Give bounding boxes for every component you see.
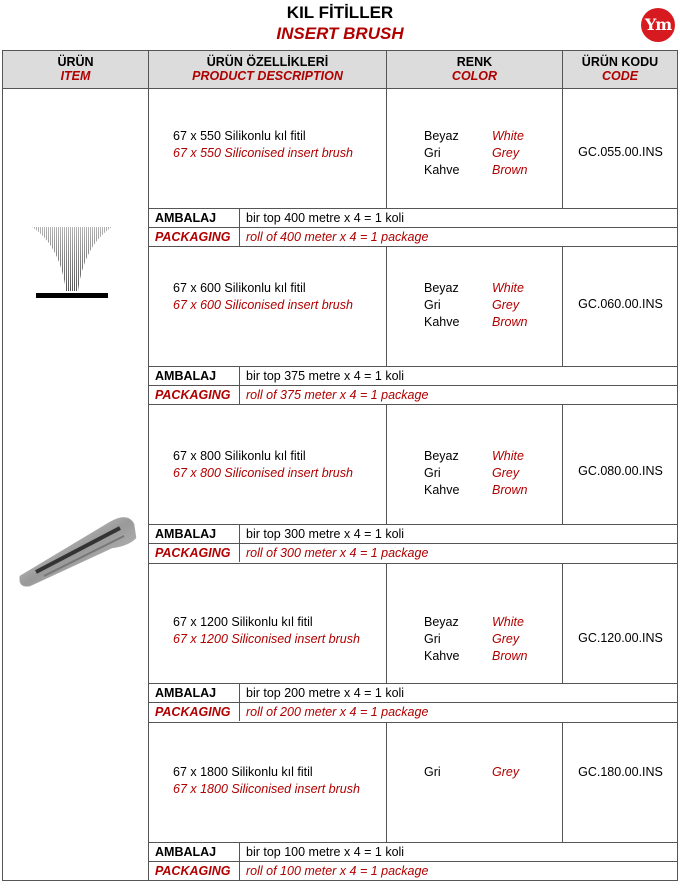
packaging-label-en: PACKAGING: [155, 705, 231, 719]
table-border: [386, 246, 387, 366]
table-border: [148, 246, 678, 247]
table-border: [148, 842, 678, 843]
color-row: [424, 614, 527, 631]
packaging-label-en: PACKAGING: [155, 388, 231, 402]
packaging-value-en: roll of 100 meter x 4 = 1 package: [246, 864, 429, 878]
packaging-value-tr: bir top 300 metre x 4 = 1 koli: [246, 527, 405, 541]
product-description: [173, 448, 353, 482]
table-border: [386, 88, 387, 208]
table-border: [148, 683, 678, 684]
packaging-label-tr: AMBALAJ: [155, 211, 217, 225]
product-description-tr: 67 x 1200 Silikonlu kıl fitil: [173, 615, 313, 629]
table-border: [386, 50, 387, 88]
product-code: GC.120.00.INS: [578, 631, 663, 645]
packaging-value-en: roll of 400 meter x 4 = 1 package: [246, 230, 429, 244]
product-description-en: 67 x 600 Siliconised insert brush: [173, 298, 353, 312]
product-description-tr: 67 x 600 Silikonlu kıl fitil: [173, 281, 306, 295]
header-item-en: ITEM: [60, 69, 91, 83]
product-description-en: 67 x 550 Siliconised insert brush: [173, 146, 353, 160]
table-border: [386, 563, 387, 683]
color-name-en: White: [492, 449, 524, 463]
color-row: [424, 314, 527, 331]
color-row: [424, 764, 519, 781]
table-border: [148, 50, 149, 881]
color-row: [424, 297, 527, 314]
packaging-value-en: roll of 200 meter x 4 = 1 package: [246, 705, 429, 719]
header-description-en: PRODUCT DESCRIPTION: [192, 69, 343, 83]
color-name-en: White: [492, 129, 524, 143]
color-name-tr: Kahve: [424, 163, 460, 177]
product-description-tr: 67 x 550 Silikonlu kıl fitil: [173, 129, 306, 143]
color-name-en: Brown: [492, 649, 528, 663]
table-border: [562, 50, 563, 88]
product-description: [173, 764, 360, 798]
color-name-en: Grey: [492, 298, 520, 312]
packaging-value-tr: bir top 100 metre x 4 = 1 koli: [246, 845, 405, 859]
table-border: [148, 543, 678, 544]
color-name-tr: Kahve: [424, 483, 460, 497]
header-color-en: COLOR: [451, 69, 498, 83]
page-subtitle: INSERT BRUSH: [276, 24, 404, 43]
header-description: [149, 51, 386, 88]
page-title: KIL FİTİLLER: [286, 3, 394, 22]
table-border: [148, 702, 678, 703]
header-color-tr: RENK: [456, 55, 493, 69]
packaging-value-en: roll of 300 meter x 4 = 1 package: [246, 546, 429, 560]
color-name-en: Grey: [492, 146, 520, 160]
color-name-tr: Gri: [424, 298, 441, 312]
table-border: [148, 227, 678, 228]
table-border: [148, 208, 678, 209]
color-row: [424, 162, 527, 179]
table-border: [677, 50, 678, 881]
packaging-value-en: roll of 375 meter x 4 = 1 package: [246, 388, 429, 402]
color-row: [424, 482, 527, 499]
color-name-tr: Gri: [424, 146, 441, 160]
color-row: [424, 145, 527, 162]
product-description-en: 67 x 1200 Siliconised insert brush: [173, 632, 360, 646]
product-colors: [424, 280, 527, 331]
product-description: [173, 614, 360, 648]
color-name-tr: Gri: [424, 466, 441, 480]
color-row: [424, 648, 527, 665]
header-description-tr: ÜRÜN ÖZELLİKLERİ: [206, 55, 329, 69]
insert-brush-front-image: [30, 225, 114, 303]
product-code: GC.180.00.INS: [578, 765, 663, 779]
table-border: [386, 404, 387, 524]
table-border: [148, 722, 678, 723]
product-code: GC.055.00.INS: [578, 145, 663, 159]
product-description: [173, 280, 353, 314]
table-border: [239, 524, 240, 562]
product-description-en: 67 x 1800 Siliconised insert brush: [173, 782, 360, 796]
header-item-tr: ÜRÜN: [57, 55, 94, 69]
table-border: [2, 50, 678, 51]
header-item: [3, 51, 148, 88]
table-border: [148, 861, 678, 862]
color-name-en: Brown: [492, 163, 528, 177]
table-border: [2, 880, 678, 881]
packaging-label-tr: AMBALAJ: [155, 369, 217, 383]
color-row: [424, 280, 527, 297]
product-description-tr: 67 x 800 Silikonlu kıl fitil: [173, 449, 306, 463]
color-row: [424, 465, 527, 482]
table-border: [562, 722, 563, 842]
product-colors: [424, 448, 527, 499]
product-colors: [424, 764, 519, 781]
packaging-value-tr: bir top 375 metre x 4 = 1 koli: [246, 369, 405, 383]
packaging-label-en: PACKAGING: [155, 864, 231, 878]
color-name-en: Grey: [492, 466, 520, 480]
table-border: [148, 366, 678, 367]
color-name-en: White: [492, 281, 524, 295]
product-code: GC.080.00.INS: [578, 464, 663, 478]
table-border: [562, 88, 563, 208]
insert-brush-side-image: [16, 510, 140, 590]
table-border: [148, 404, 678, 405]
packaging-label-tr: AMBALAJ: [155, 845, 217, 859]
table-border: [239, 842, 240, 880]
table-border: [148, 524, 678, 525]
color-name-tr: Beyaz: [424, 281, 459, 295]
table-border: [148, 88, 678, 89]
color-name-tr: Gri: [424, 632, 441, 646]
color-name-en: Grey: [492, 632, 520, 646]
packaging-label-en: PACKAGING: [155, 546, 231, 560]
packaging-value-tr: bir top 400 metre x 4 = 1 koli: [246, 211, 405, 225]
table-border: [2, 50, 3, 881]
table-border: [386, 722, 387, 842]
color-name-tr: Kahve: [424, 315, 460, 329]
table-border: [562, 246, 563, 366]
color-name-tr: Beyaz: [424, 129, 459, 143]
product-colors: [424, 128, 527, 179]
color-row: [424, 128, 527, 145]
table-border: [148, 385, 678, 386]
table-border: [239, 683, 240, 721]
color-row: [424, 448, 527, 465]
packaging-value-tr: bir top 200 metre x 4 = 1 koli: [246, 686, 405, 700]
header-color: [387, 51, 562, 88]
table-border: [148, 563, 678, 564]
table-border: [239, 366, 240, 404]
table-border: [239, 208, 240, 246]
header-code: [563, 51, 677, 88]
color-name-tr: Beyaz: [424, 615, 459, 629]
color-name-en: Brown: [492, 483, 528, 497]
table-border: [562, 404, 563, 524]
color-name-tr: Kahve: [424, 649, 460, 663]
table-border: [562, 563, 563, 683]
packaging-label-en: PACKAGING: [155, 230, 231, 244]
color-name-en: Brown: [492, 315, 528, 329]
product-description: [173, 128, 353, 162]
product-code: GC.060.00.INS: [578, 297, 663, 311]
color-name-en: White: [492, 615, 524, 629]
color-name-en: Grey: [492, 765, 520, 779]
header-code-en: CODE: [601, 69, 639, 83]
packaging-label-tr: AMBALAJ: [155, 527, 217, 541]
product-description-en: 67 x 800 Siliconised insert brush: [173, 466, 353, 480]
product-colors: [424, 614, 527, 665]
color-name-tr: Beyaz: [424, 449, 459, 463]
product-description-tr: 67 x 1800 Silikonlu kıl fitil: [173, 765, 313, 779]
packaging-label-tr: AMBALAJ: [155, 686, 217, 700]
color-row: [424, 631, 527, 648]
brand-logo: Ym: [641, 8, 675, 42]
color-name-tr: Gri: [424, 765, 441, 779]
header-code-tr: ÜRÜN KODU: [581, 55, 659, 69]
